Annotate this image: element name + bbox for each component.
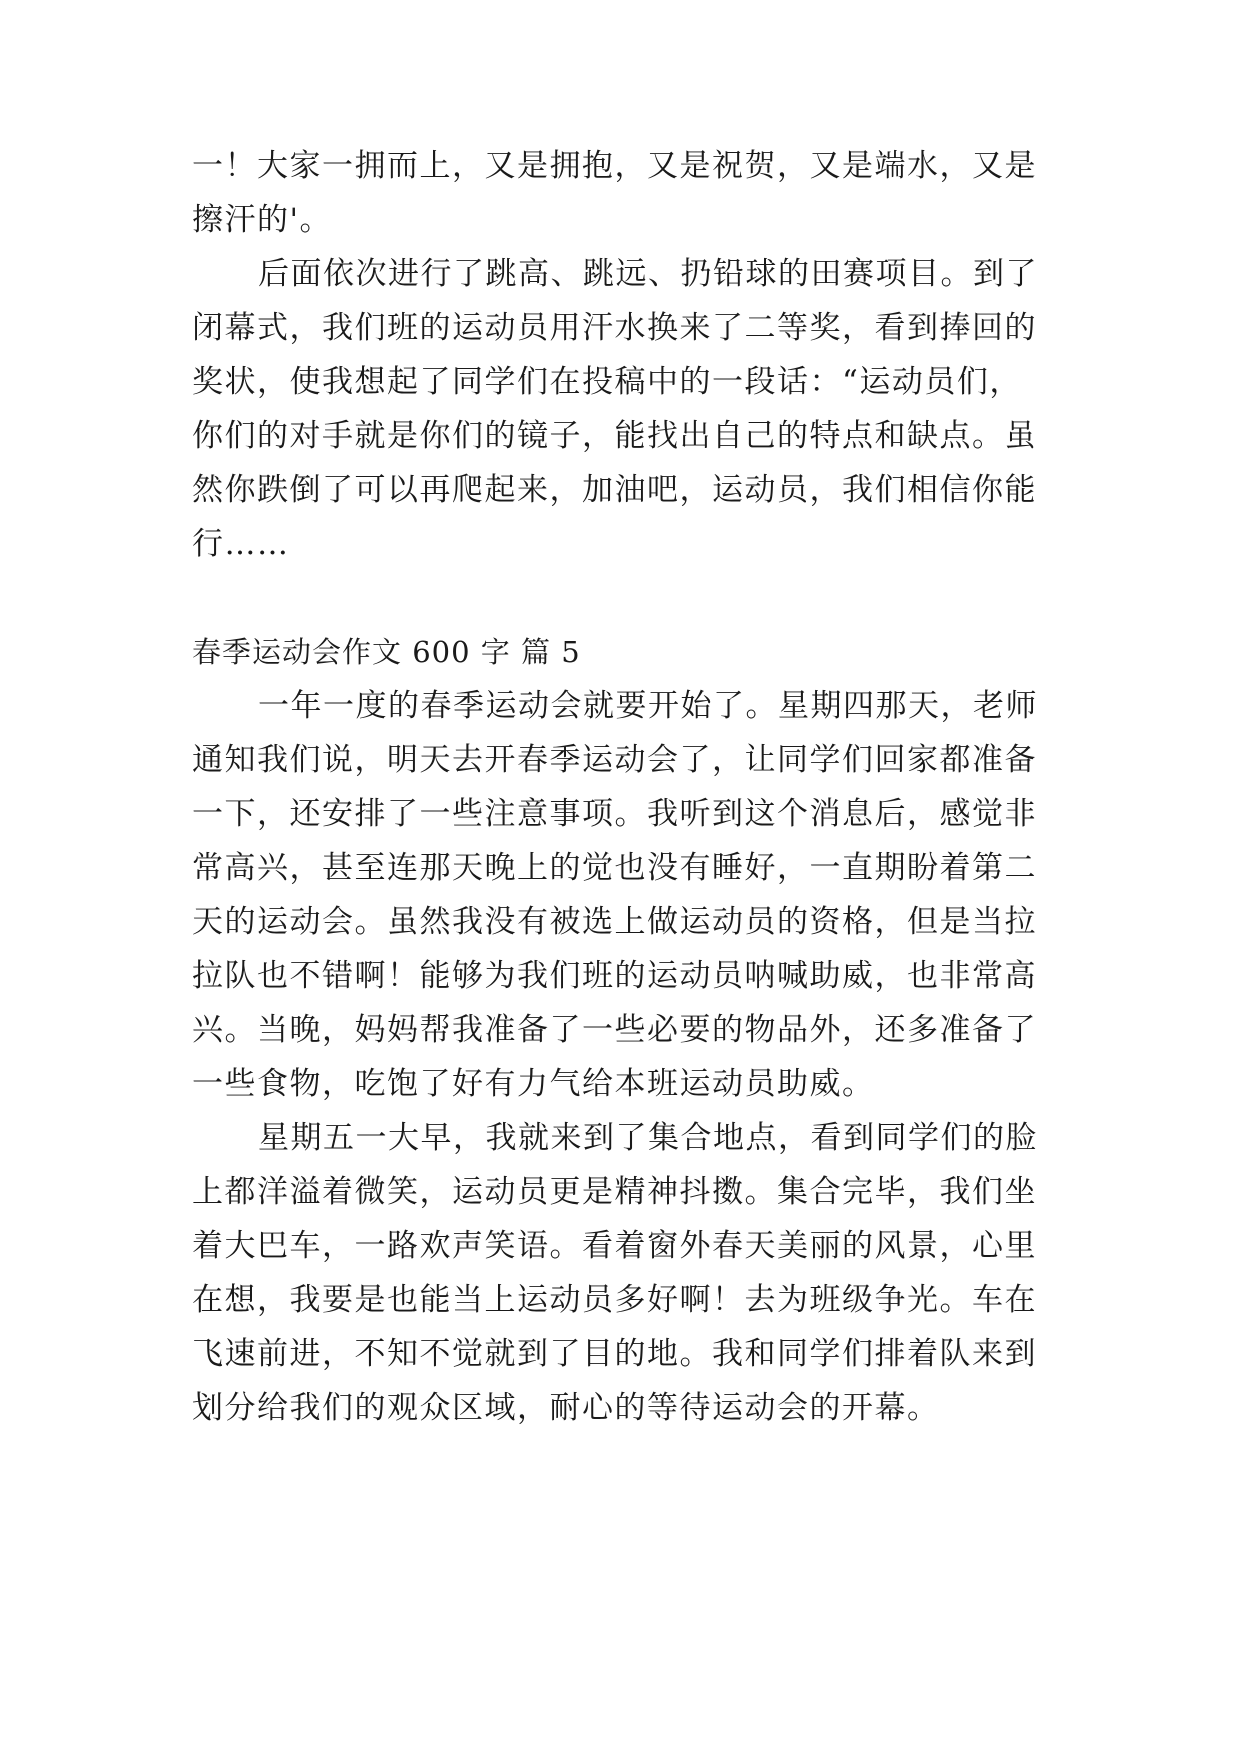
paragraph-line: 划分给我们的观众区域，耐心的等待运动会的开幕。	[192, 1390, 940, 1426]
paragraph-line: 一些食物，吃饱了好有力气给本班运动员助威。	[192, 1066, 875, 1102]
paragraph-line: 拉队也不错啊！能够为我们班的运动员呐喊助威，也非常高	[192, 958, 1037, 994]
paragraph-line: 着大巴车，一路欢声笑语。看着窗外春天美丽的风景，心里	[192, 1228, 1037, 1264]
paragraph-line: 然你跌倒了可以再爬起来，加油吧，运动员，我们相信你能	[192, 472, 1037, 508]
paragraph-line: 一下，还安排了一些注意事项。我听到这个消息后，感觉非	[192, 796, 1037, 832]
paragraph-line: 天的运动会。虽然我没有被选上做运动员的资格，但是当拉	[192, 904, 1037, 940]
paragraph-line: 一！大家一拥而上，又是拥抱，又是祝贺，又是端水，又是	[192, 148, 1037, 184]
paragraph-line: 通知我们说，明天去开春季运动会了，让同学们回家都准备	[192, 742, 1037, 778]
section-heading: 春季运动会作文 600 字 篇 5	[192, 635, 581, 669]
paragraph-line: 行……	[192, 526, 290, 562]
paragraph-line: 常高兴，甚至连那天晚上的觉也没有睡好，一直期盼着第二	[192, 850, 1037, 886]
paragraph-line: 擦汗的'。	[192, 202, 333, 238]
paragraph-line: 飞速前进，不知不觉就到了目的地。我和同学们排着队来到	[192, 1336, 1037, 1372]
paragraph-line: 星期五一大早，我就来到了集合地点，看到同学们的脸	[258, 1120, 1038, 1156]
paragraph-line: 兴。当晚，妈妈帮我准备了一些必要的物品外，还多准备了	[192, 1012, 1037, 1048]
paragraph-line: 你们的对手就是你们的镜子，能找出自己的特点和缺点。虽	[192, 418, 1037, 454]
paragraph-line: 一年一度的春季运动会就要开始了。星期四那天，老师	[258, 688, 1038, 724]
paragraph-line: 后面依次进行了跳高、跳远、扔铅球的田赛项目。到了	[258, 256, 1038, 292]
paragraph-line: 闭幕式，我们班的运动员用汗水换来了二等奖，看到捧回的	[192, 310, 1037, 346]
paragraph-line: 在想，我要是也能当上运动员多好啊！去为班级争光。车在	[192, 1282, 1037, 1318]
paragraph-line: 上都洋溢着微笑，运动员更是精神抖擞。集合完毕，我们坐	[192, 1174, 1037, 1210]
paragraph-line: 奖状，使我想起了同学们在投稿中的一段话：“运动员们，	[192, 364, 1022, 400]
